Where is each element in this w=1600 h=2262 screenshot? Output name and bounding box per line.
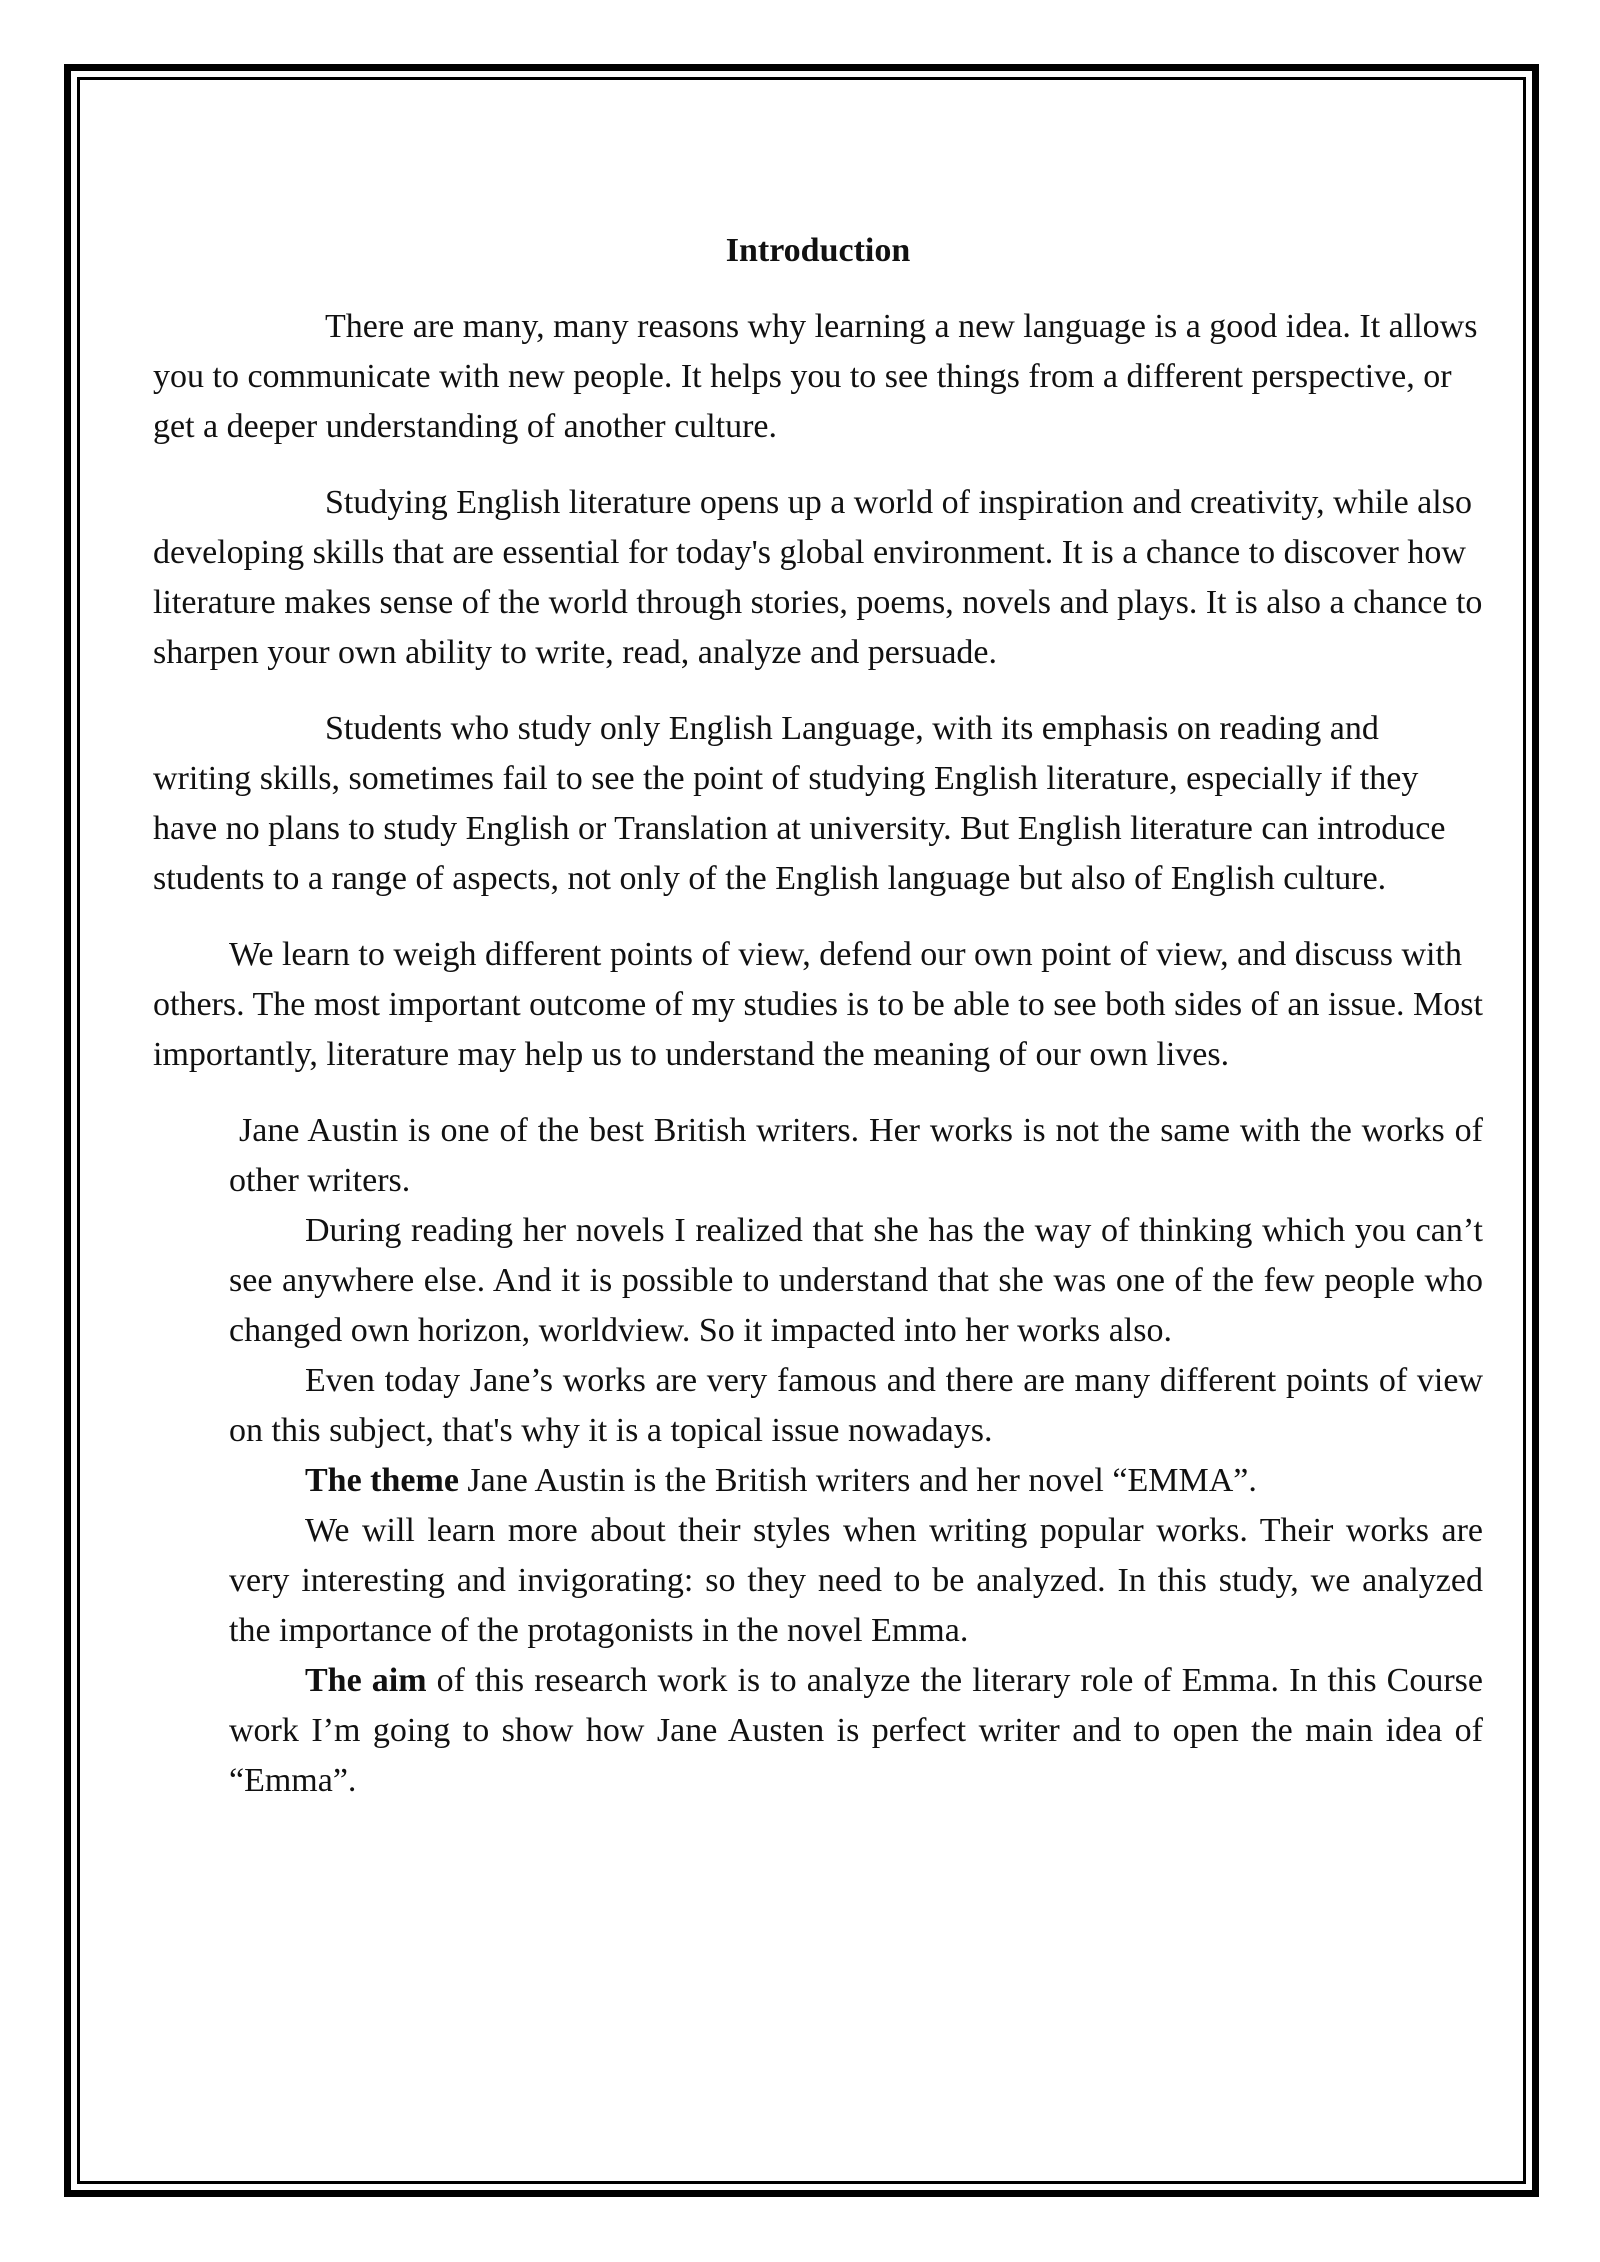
paragraph-styles: We will learn more about their styles when writing popular works. Their works are very interesting and invigorating: so they need to be analyzed. In this study, we analyzed the importance of the protagonists in the novel Emma. bbox=[229, 1512, 1483, 1649]
paragraph-jane-austin: Jane Austin is one of the best British writers. Her works is not the same with the works of other writers. bbox=[229, 1112, 1483, 1199]
paragraph-famous-works: Even today Jane’s works are very famous and there are many different points of view on this subject, that's why it is a topical issue nowadays. bbox=[229, 1362, 1483, 1449]
theme-text: Jane Austin is the British writers and her novel “EMMA”. bbox=[458, 1462, 1257, 1499]
paragraph-aim bbox=[229, 1656, 1483, 1806]
paragraph-way-of-thinking: During reading her novels I realized that she has the way of thinking which you can’t see anywhere else. And it is possible to understand that she was one of the few people who changed own horizon, worldview. So it impacted into her works also. bbox=[229, 1212, 1483, 1349]
paragraph-points-of-view: We learn to weigh different points of view, defend our own point of view, and discuss with others. The most important outcome of my studies is to be able to see both sides of an issue. Most importantly, literature may help us to understand the meaning of our own lives. bbox=[153, 936, 1483, 1073]
document-body bbox=[153, 226, 1483, 1806]
paragraph-languages: There are many, many reasons why learning a new language is a good idea. It allows you to communicate with new people. It helps you to see things from a different perspective, or get a deeper understanding of another culture. bbox=[153, 308, 1478, 445]
paragraph-literature: Studying English literature opens up a world of inspiration and creativity, while also developing skills that are essential for today's global environment. It is a chance to discover how literature makes sense of the world through stories, poems, novels and plays. It is also a chance to sharpen your own ability to write, read, analyze and persuade. bbox=[153, 484, 1483, 671]
paragraph-students: Students who study only English Language, with its emphasis on reading and writing skills, sometimes fail to see the point of studying English literature, especially if they have no plans to study English or Translation at university. But English literature can introduce students to a range of aspects, not only of the English language but also of English culture. bbox=[153, 710, 1446, 897]
page-title: Introduction bbox=[725, 232, 911, 269]
aim-label: The aim bbox=[305, 1662, 427, 1699]
paragraph-theme bbox=[229, 1456, 1483, 1506]
austen-section bbox=[229, 1106, 1483, 1806]
aim-text: of this research work is to analyze the literary role of Emma. In this Course work I’m going to show how Jane Austen is perfect writer and to open the main idea of “Emma”. bbox=[229, 1662, 1483, 1799]
theme-label: The theme bbox=[305, 1462, 459, 1499]
